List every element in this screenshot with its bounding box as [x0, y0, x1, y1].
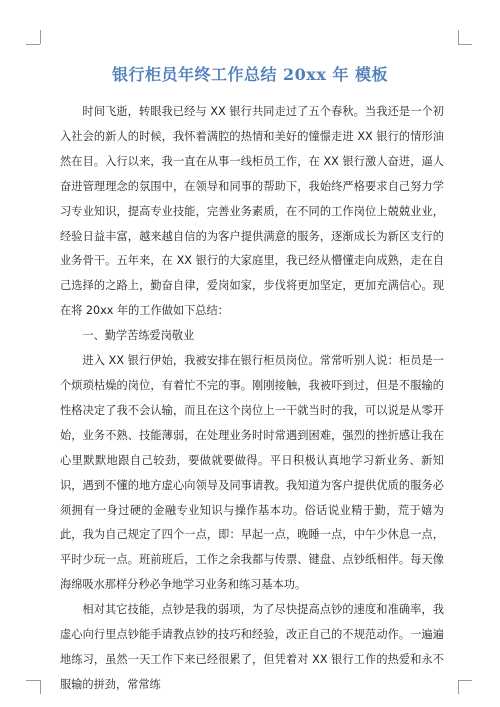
paragraph-intro: 时间飞逝，转眼我已经与 XX 银行共同走过了五个春秋。当我还是一个初入社会的新人的时候，我怀着满腔的热情和美好的憧憬走进 XX 银行的情形油然在目。入行以来，我一直在从事一线柜员工作，在 XX 银行激人奋进，逼人奋进管理理念的氛围中，在领导和同事的帮助下，我始终严格要求自己努力学习专业知识，提高专业技能，完善业务素质，在不同的工作岗位上兢兢业业，经验日益丰富，越来越自信的为客户提供满意的服务，逐渐成长为新区支行的业务骨干。五年来，在 XX 银行的大家庭里，我已经从懵懂走向成熟，走在自己选择的之路上，勤奋自律，爱岗如家，步伐将更加坚定，更加充满信心。现在将 20xx 年的工作做如下总结：	[60, 105, 444, 318]
paragraph-section-2: 相对其它技能，点钞是我的弱项，为了尽快提高点钞的速度和准确率，我虚心向行里点钞能手请教点钞的技巧和经验，改正自己的不规范动作。一遍遍地练习，虽然一天工作下来已经很累了，但凭着对 XX 银行工作的热爱和永不服输的拼劲，常常练	[60, 603, 444, 691]
paragraph-section-1: 进入 XX 银行伊始，我被安排在银行柜员岗位。常常听别人说：柜员是一个烦琐枯燥的岗位，有着忙不完的事。刚刚接触，我被吓到过，但是不服输的性格决定了我不会认输，而且在这个岗位上一干就当时的我，可以说是从零开始，业务不熟、技能薄弱，在处理业务时时常遇到困难，强烈的挫折感让我在心里默默地跟自己较劲，要做就要做得。平日积极认真地学习新业务、新知识，遇到不懂的地方虚心向领导及同事请教。我知道为客户提供优质的服务必须拥有一身过硬的金融专业知识与操作基本功。俗话说业精于勤，荒于嬉为此，我为自己规定了四个一点，即：早起一点，晚睡一点，中午少休息一点，平时少玩一点。班前班后，工作之余我都与传票、键盘、点钞纸相伴。每天像海绵吸水那样分秒必争地学习业务和练习基本功。	[60, 354, 444, 592]
document-body	[60, 100, 444, 698]
document-title: 银行柜员年终工作总结 20xx 年 模板	[111, 65, 389, 84]
section-heading: 一、勤学苦练爱岗敬业	[82, 329, 195, 343]
